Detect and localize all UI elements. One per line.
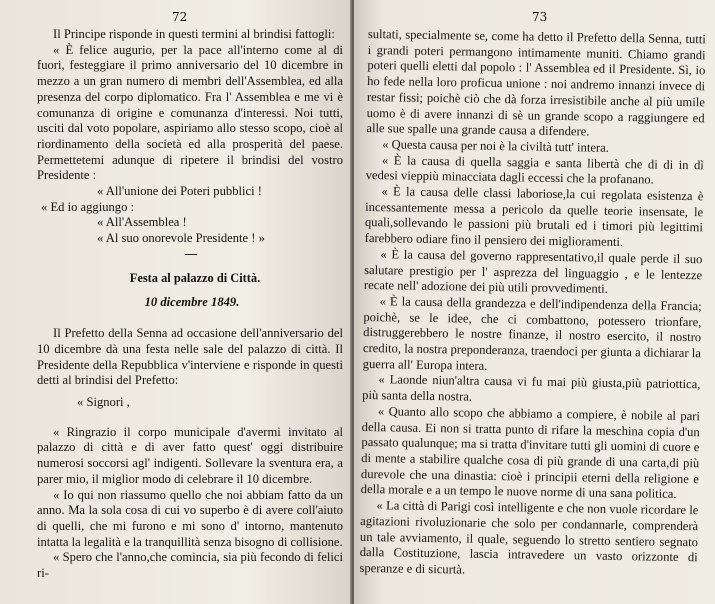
page-text [359,27,706,582]
toast-line: « All'unione dei Poteri pubblici ! [97,184,262,199]
paragraph: Il Prefetto della Senna ad occasione dell'anniversario del 10 dicembre dà una festa nelle sale del palazzo di città. Il Presidente della Repubblica v'interviene e risponde in questi detti al brindisi del Prefetto: [37,326,343,388]
paragraph: « È felice augurio, per la pace all'interno come al di fuori, festeggiare il primo anniversario del 10 dicembre in mezzo a un gran numero di membri dell'Assemblea, ed alla presenza del corpo diplomatico. Fra l' Assemblea e me vi è comunanza di origine e comunanza d'interessi. Noi tutti, usciti dal voto popolare, aspiriamo allo stesso scopo, cioè al riordinamento della società ed alla prosperità del paese. Permettetemi adunque di ripetere il brindisi del vostro Presidente : [37,42,343,183]
toast-line: « Al suo onorevole Presidente ! » [97,231,265,246]
paragraph: « È la causa del governo rappresentativo,il quale perde il suo salutare prestigio per l' asprezza del linguaggio , e le lentezze recate nell' adozione dei più utili provvedimenti. [363,247,703,297]
paragraph: « Ringrazio il corpo municipale d'avermi invitato al palazzo di città e di aver fatto quest' oggi distribuire numerosi soccorsi agl' indigenti. Sollevare la sventura era, a parer mio, il miglior modo di celebrare il 10 dicembre. [37,424,343,486]
paragraph: sultati, specialmente se, come ha detto il Prefetto della Senna, tutti i grandi poteri permangono intimamente muniti. Chiamo grandi poteri quelli eletti dal popolo : l' Assemblea ed il Presidente. Sì, io ho fede nella loro proficua unione : noi andremo innanzi invece di restar fissi; poichè ciò che dà forza irresistibile anche al più umile uomo è di avere innanzi di sè un grande scopo a raggiungere ed alle sue spalle una grande causa a difendere. [366,27,706,139]
paragraph: « È la causa della grandezza e dell'indipendenza della Francia; poichè, se le idee, che ci combattono, potessero trionfare, distruggerebbero le nostre finanze, il nostro esercito, il nostro credito, la nostra preponderanza, traendoci per giunta a dichiarar la guerra all' Europa intera. [362,294,702,373]
left-page [0,0,352,604]
page-number: 72 [172,10,188,24]
paragraph: « Questa causa per noi è la civiltà tutt' intera. [382,137,610,155]
paragraph: « Laonde niun'altra causa vi fu mai più giusta,più patriottica, più santa della nostra. [362,372,701,404]
paragraph: « Quanto allo scopo che abbiamo a compiere, è nobile al pari della causa. Ei non si tratta punto di rifare la meschina copia d'un passato qualunque; ma si tratta d'invitare tutti gli uomini di cuore e di mente a stabilire qualche cosa di più grande di una carta,di più durevole che una dinastia: cioè i principii eterni della religione e della morale e a un tempo le nuove norme di una sana politica. [360,404,701,502]
section-date: 10 dicembre 1849. [144,294,240,309]
paragraph: « È la causa di quella saggia e santa libertà che di di in dì vedesi vieppiù minacciata dagli eccessi che la profanano. [365,152,704,187]
page-text [37,27,343,582]
toast-line: « All'Assemblea ! [97,215,187,230]
toast-line: « Ed io aggiungo : [41,199,135,214]
paragraph: « Spero che l'anno,che comincia, sia più fecondo di felici ri- [37,550,343,581]
section-heading: Festa al palazzo di Città. [129,270,261,285]
page-number: 73 [532,10,548,24]
paragraph: « È la causa delle classi laboriose,la cui regolata esistenza è incessantemente messa a pericolo da quelle teorie insensate, le quali,sollevando le passioni più brutali ed i timori più legittimi farebbero odiare fino il pensiero dei miglioramenti. [364,184,704,250]
section-divider [185,254,197,255]
paragraph: Il Principe risponde in questi termini al brindisi fattogli: [53,27,335,41]
salutation: « Signori , [77,395,130,410]
right-page [354,0,715,604]
paragraph: « La città di Parigi così intelligente e che non vuole ricordare le agitazioni rivoluzionarie che solo per condannarle, comprenderà un tale avviamento, il quale, seguendo lo stretto sentiero segnato dalla Costituzione, lascia intravedere un vasto orizzonte di speranze e di sicurtà. [359,498,699,577]
paragraph: « Io qui non riassumo quello che noi abbiam fatto da un anno. Ma la sola cosa di cui vo superbo è di avere coll'aiuto di quelli, che mi furono e mi sono d' intorno, mantenuto intatta la legalità e la tranquillità senza bisogno di collisione. [37,487,343,549]
